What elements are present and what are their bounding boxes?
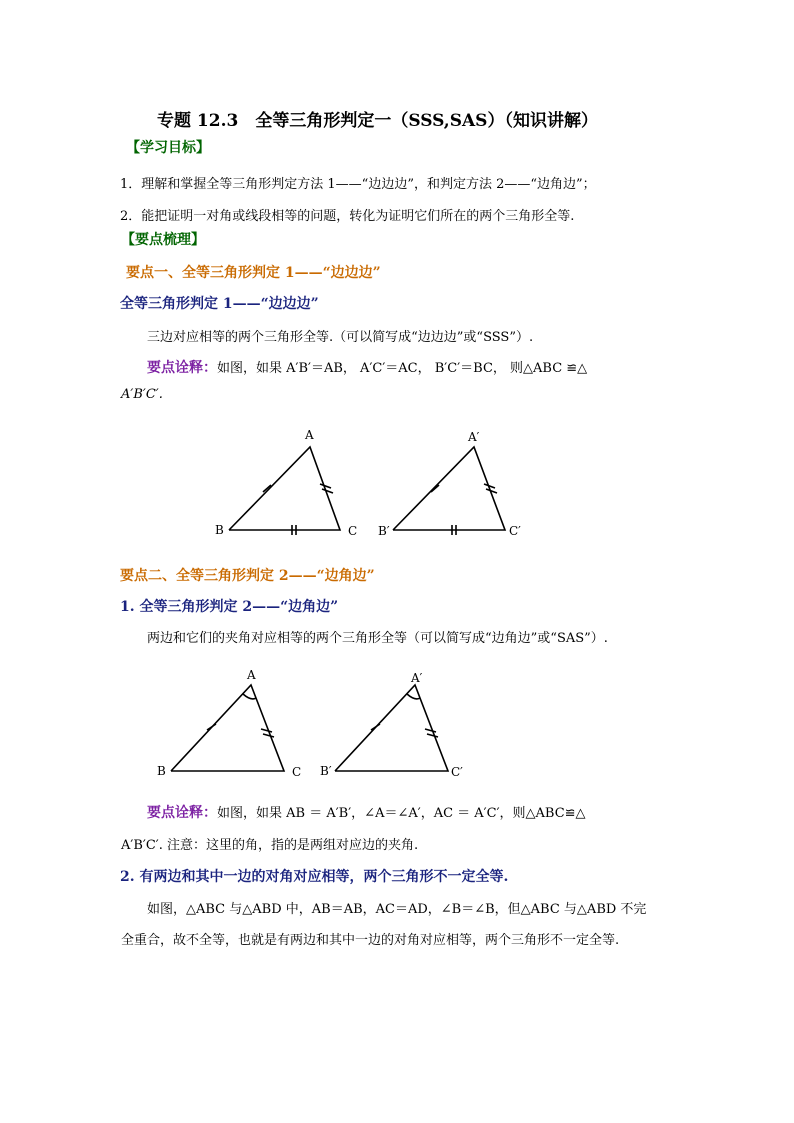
triangle-abc — [229, 447, 340, 535]
point2-text: 两边和它们的夹角对应相等的两个三角形全等（可以简写成“边角边”或“SAS”）. — [147, 631, 608, 646]
point2-para-2: 全重合，故不全等，也就是有两边和其中一边的对角对应相等，两个三角形不一定全等. — [121, 933, 620, 948]
label-a: A — [305, 428, 314, 442]
label-b: B — [215, 523, 224, 537]
points-tag: 【要点梳理】 — [121, 232, 205, 248]
point1-note — [147, 357, 587, 377]
figure-sss — [200, 420, 550, 550]
triangle-abc-2 — [171, 685, 284, 771]
point2-note — [147, 802, 586, 822]
label-a-prime: A′ — [468, 430, 480, 444]
label-c-prime-2: C′ — [451, 765, 463, 779]
point2-sub2: 2. 有两边和其中一边的对角对应相等，两个三角形不一定全等. — [120, 869, 509, 885]
page-title: 专题 12.3 全等三角形判定一（SSS,SAS）（知识讲解） — [157, 111, 598, 131]
label-b-prime-2: B′ — [320, 764, 332, 778]
label-c-2: C — [292, 765, 302, 779]
label-b-2: B — [157, 764, 166, 778]
point2-subheading: 1. 全等三角形判定 2——“边角边” — [120, 599, 339, 615]
triangle-abc-prime — [393, 447, 505, 535]
note-text: 如图，如果 A′B′＝AB， A′C′＝AC， B′C′＝BC， 则△ABC ≌△ — [217, 361, 588, 376]
point2-heading: 要点二、全等三角形判定 2——“边角边” — [120, 568, 375, 584]
objectives-tag: 【学习目标】 — [126, 140, 210, 156]
label-b-prime: B′ — [378, 524, 390, 538]
point1-note-cont: A′B′C′. — [121, 387, 163, 402]
note-text-2: 如图，如果 AB ＝ A′B′，∠A＝∠A′，AC ＝ A′C′，则△ABC≌△ — [217, 806, 586, 821]
label-a-2: A — [247, 668, 256, 682]
point2-note-cont: A′B′C′. 注意：这里的角，指的是两组对应边的夹角. — [121, 838, 419, 853]
note-label: 要点诠释： — [147, 360, 217, 376]
point1-heading: 要点一、全等三角形判定 1——“边边边” — [126, 265, 381, 281]
label-a-prime-2: A′ — [411, 671, 423, 685]
triangle-abc-prime-2 — [335, 685, 448, 771]
label-c-prime: C′ — [509, 524, 521, 538]
label-c: C — [348, 524, 358, 538]
figure-sas — [150, 662, 480, 787]
point1-subheading: 全等三角形判定 1——“边边边” — [120, 296, 319, 312]
point2-para-1: 如图，△ABC 与△ABD 中，AB＝AB，AC＝AD，∠B＝∠B，但△ABC 与△ABD 不完 — [147, 902, 647, 917]
objective-2: 2．能把证明一对角或线段相等的问题，转化为证明它们所在的两个三角形全等. — [120, 209, 575, 224]
objective-1: 1．理解和掌握全等三角形判定方法 1——“边边边”，和判定方法 2——“边角边”； — [120, 177, 596, 192]
note-label-2: 要点诠释： — [147, 805, 217, 821]
point1-text: 三边对应相等的两个三角形全等.（可以简写成“边边边”或“SSS”）. — [147, 330, 534, 345]
